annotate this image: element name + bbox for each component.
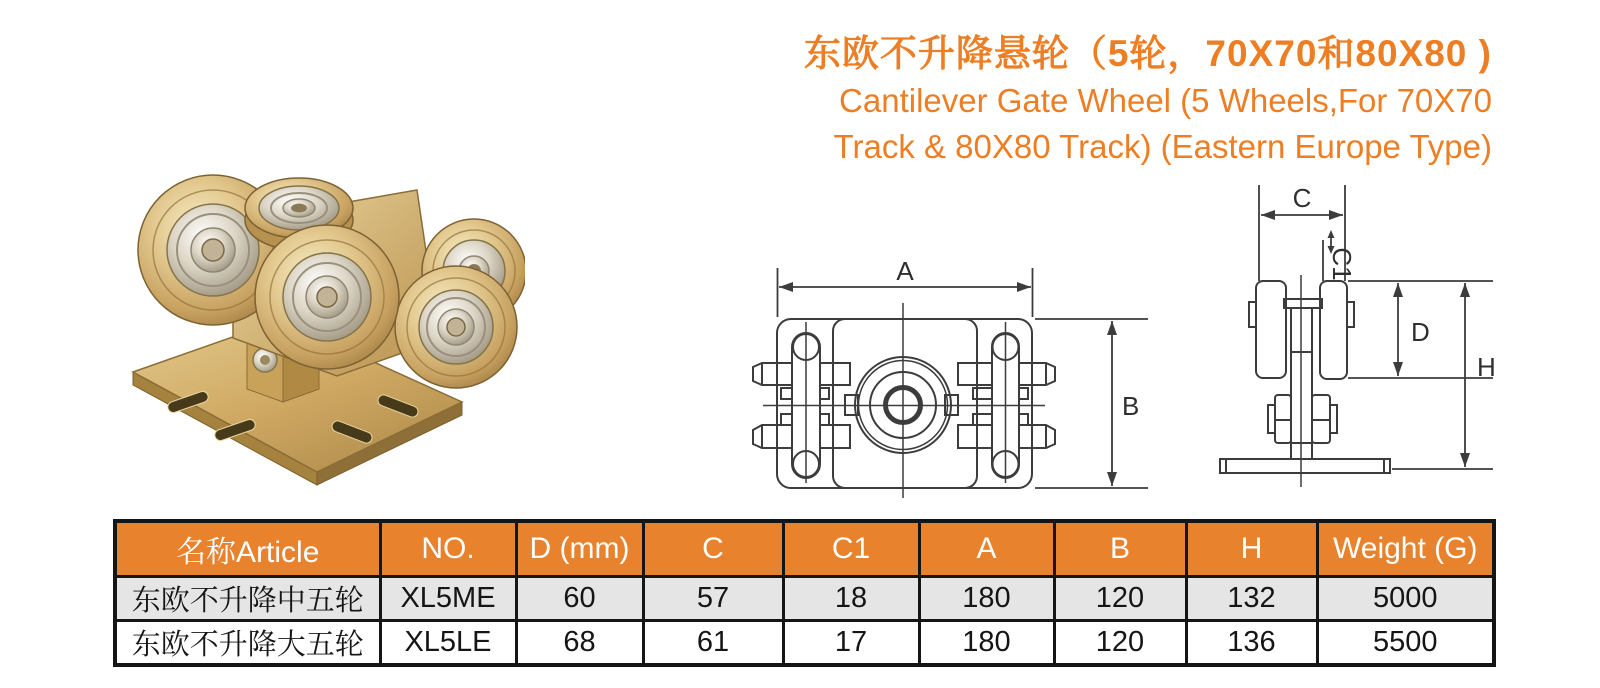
- header-d-mm: D (mm): [516, 521, 643, 577]
- cell-no: XL5ME: [380, 577, 516, 621]
- cell-b: 120: [1054, 577, 1186, 621]
- dim-label-c: C: [1292, 183, 1312, 213]
- dim-label-d: D: [1411, 317, 1430, 347]
- wheel-right-front: [395, 266, 517, 388]
- header-b: B: [1054, 521, 1186, 577]
- dim-label-h: H: [1477, 352, 1496, 382]
- title-english-line1: Cantilever Gate Wheel (5 Wheels,For 70X70: [839, 82, 1492, 119]
- dim-d: [1348, 281, 1493, 378]
- cell-c: 61: [643, 621, 783, 666]
- table-header-row: [115, 521, 1494, 577]
- cell-b: 120: [1054, 621, 1186, 666]
- cell-weight: 5500: [1317, 621, 1494, 666]
- dim-b: [1035, 319, 1148, 488]
- product-photo: [85, 140, 525, 510]
- title-english-line2: Track & 80X80 Track) (Eastern Europe Type): [833, 128, 1492, 165]
- dim-a: [778, 256, 1033, 317]
- cell-c1: 18: [783, 577, 919, 621]
- cell-article: 东欧不升降大五轮: [115, 621, 380, 666]
- header-c1: C1: [783, 521, 919, 577]
- header-c: C: [643, 521, 783, 577]
- header-a: A: [919, 521, 1054, 577]
- table-row-xl5me: [115, 577, 1494, 621]
- cell-a: 180: [919, 621, 1054, 666]
- header-h: H: [1186, 521, 1317, 577]
- cell-weight: 5000: [1317, 577, 1494, 621]
- cell-article: 东欧不升降中五轮: [115, 577, 380, 621]
- cell-no: XL5LE: [380, 621, 516, 666]
- header-no: NO.: [380, 521, 516, 577]
- side-lower-wheel: [1268, 395, 1337, 443]
- cell-h: 136: [1186, 621, 1317, 666]
- cell-h: 132: [1186, 577, 1317, 621]
- title-chinese: 东欧不升降悬轮（5轮，70X70和80X80 ): [803, 33, 1492, 74]
- cell-d: 68: [516, 621, 643, 666]
- title-block: [804, 30, 1492, 170]
- top-view-drawing: [740, 225, 1170, 515]
- cell-d: 60: [516, 577, 643, 621]
- header-weight: Weight (G): [1317, 521, 1494, 577]
- side-view-drawing: [1205, 180, 1505, 495]
- roller-right: [945, 322, 1055, 483]
- side-base-plate: [1220, 459, 1390, 473]
- dim-h: [1392, 283, 1496, 469]
- roller-left: [753, 322, 858, 483]
- dim-c1: [1323, 230, 1357, 281]
- cell-c1: 17: [783, 621, 919, 666]
- cell-a: 180: [919, 577, 1054, 621]
- wheel-front-left: [255, 225, 399, 369]
- dim-label-a: A: [896, 256, 914, 286]
- cell-c: 57: [643, 577, 783, 621]
- spec-table: [113, 519, 1496, 667]
- header-article: 名称Article: [115, 521, 380, 577]
- dim-label-c1: C1: [1327, 247, 1357, 281]
- table-row-xl5le: [115, 621, 1494, 666]
- dim-label-b: B: [1122, 391, 1140, 421]
